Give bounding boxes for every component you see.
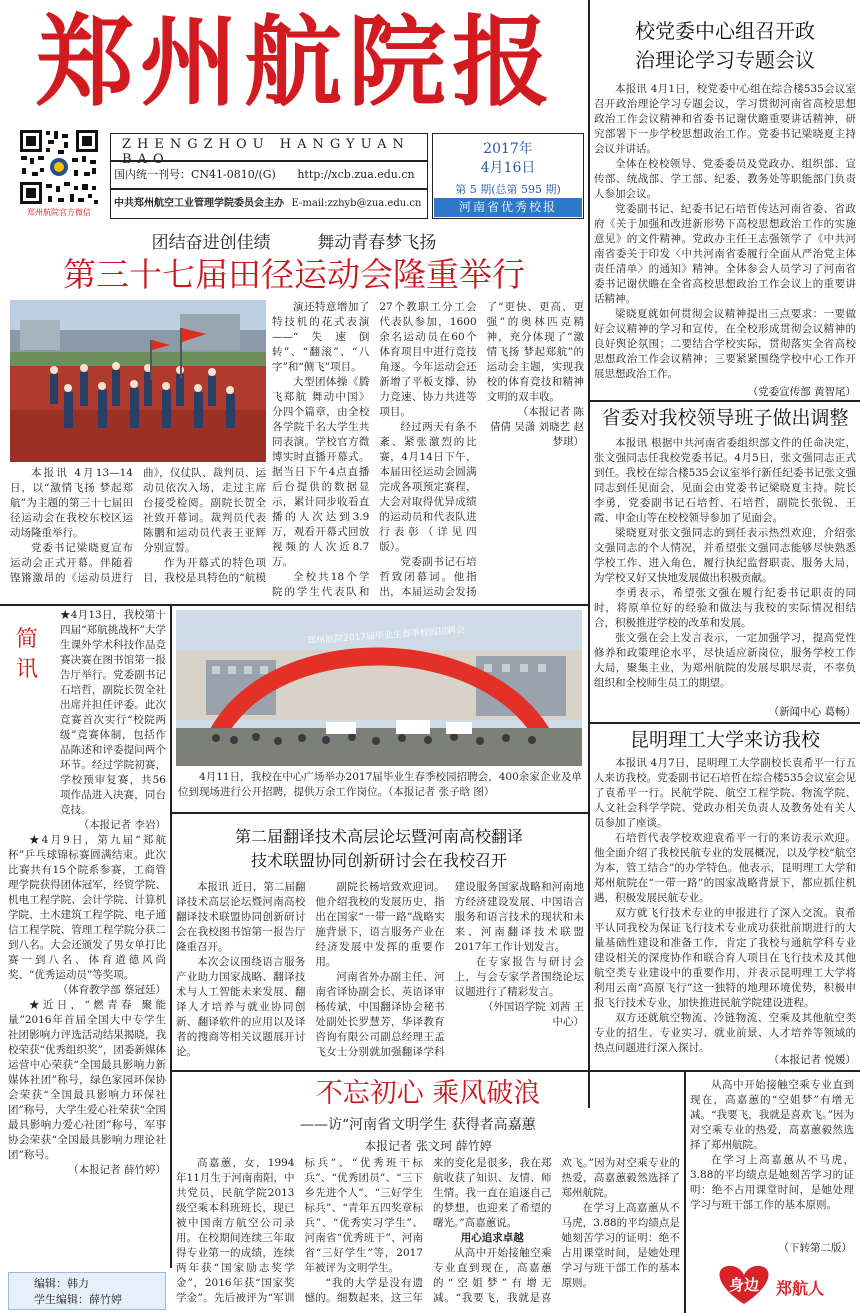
cn-label: 国内统一刊号： (114, 168, 191, 181)
right-article-3-paragraph: 石培哲代表学校欢迎袁希平一行的来访表示欢迎。他全面介绍了我校民航专业的发展概况，以及学校“航空为本，管工结合”的办学特色。他表示，昆明理工大学和郑州航院在“一带一路”的国家战略背景下，都应抓住机遇，积极发展民航专业。 (594, 832, 856, 904)
lead-paragraph: 作为开幕式的特色项目，我校是具特色的“航模 (143, 557, 266, 584)
right-article-3-paragraph: 双方就飞行技术专业的申报进行了深入交流。袁希平认同我校为保证飞行技术专业成功获批前期进行的大量基础性建设和准备工作，肯定了我校与通航学科专业建设相关的深度协作和联合育人项目在飞行技术及其他航空类专业建设中的重要作用，并表示昆明理工大学将利用云南“高原飞行”这一独特的地理环境优势，积极申报飞行技术专业，加快推进民航学院建设进程。 (594, 907, 856, 1009)
brief-author: （本报记者 薛竹婷） (68, 1164, 166, 1176)
lead-headline: 第三十七届田径运动会隆重举行 (63, 255, 525, 294)
feature-paragraph: 在学习上高嘉蕙从不马虎，3.88的平均绩点是她刻苦学习的证明：绝不占用课堂时间，是她处理学习与班干部工作的基本原则。 (561, 1202, 680, 1289)
brief-item: ★近日，“燃青春 聚能量”2016年首届全国大中专学生社团影响力评选活动结果揭晓，我校荣获“优秀组织奖”，团委新媒体运营中心荣获“全国最具影响力新媒体社团”称号，绿色家园环保协会荣获“全国最具影响力环保社团”称号，大学生爱心社荣获“全国最具影响力爱心社团”称号，军事协会荣获“全国最具影响力理论社团”称号。 (8, 999, 166, 1161)
date-year: 2017年 (483, 141, 533, 157)
right-article-2-paragraph: 张文强在会上发言表示，一定加强学习，提高党性修养和政策理论水平，尽快适应新岗位，服务学校工作大局，聚集主业，为郑州航院的发展尽职尽责，不辜负组织和全校师生员工的期望。 (594, 632, 856, 689)
right-article-1-paragraph: 梁晓夏就如何贯彻会议精神提出三点要求：一要做好会议精神的学习和宣传，在全校形成贯彻会议精神的良好舆论氛围；二要结合学校实际，贯彻落实全省高校思想政治工作会议精神；三要紧紧围绕学校中心工作开展思想政治工作。 (594, 308, 856, 380)
right-article-3-body (594, 756, 856, 1052)
feature-section-head: 用心追求卓越 (460, 1232, 524, 1244)
lead-kicker-left: 团结奋进创佳绩 (151, 233, 271, 253)
feature-byline: 本报记者 张文珂 薛竹婷 (364, 1139, 492, 1153)
issue-number: 第 5 期(总第 595 期) (455, 183, 561, 196)
forum-title-1: 第二届翻译技术高层论坛暨河南高校翻译 (234, 827, 523, 846)
lead-body-lower (10, 466, 266, 600)
lead-paragraph: 全校共18个学院的学生代表队和27个教职工分工会代表队参加，1600余名运动员在60个体育项目中进行竞技角逐。今年运动会还新增了平板支撑、协力竞速、协力共进等项目。 (272, 301, 477, 598)
right-article-2-title: 省委对我校领导班子做出调整 (601, 407, 849, 429)
right-article-1-title-2: 治理论学习专题会议 (635, 48, 815, 72)
masthead-pinyin: ZHENGZHOU HANGYUAN (122, 137, 410, 152)
brief-item: ★4月9日，第九届“郑航杯”乒乓球锦标赛圆满结束。此次比赛共有15个院系参赛，工商管理学院获得团体冠军，经贸学院、机电工程学院、会计学院、计算机学院、土木建筑工程学院、电子通信工程学院、管理工程学院分获二到八名。大会还颁发了男女单打比赛一到八名、体育道德风尚奖、“优秀运动员”等奖项。 (8, 834, 166, 981)
column-logo-2: 郑航人 (776, 1279, 825, 1298)
lead-body-upper (272, 300, 584, 600)
feature-subtitle: ——访“河南省文明学生 获得者高嘉蕙 (300, 1117, 536, 1133)
right-article-1-paragraph: 党委副书记、纪委书记石培哲传达河南省委、省政府《关于加强和改进新形势下高校思想政治工作的实施意见》的文件精神。党政办主任王志强领学了《中共河南省委关于印发〈中共河南省委履行全面从严治党主体责任清单〉的通知》精神。全体参会人员学习了河南省委书记谢伏瞻在全省高校思想政治工作会议上的重要讲话精神。 (594, 203, 856, 305)
right-article-3-title: 昆明理工大学来访我校 (629, 729, 820, 751)
forum-title-2: 技术联盟协同创新研讨会在我校召开 (250, 851, 507, 870)
forum-body (176, 880, 584, 1068)
brief-title-1: 简 (16, 627, 39, 652)
sponsor-line (114, 194, 426, 209)
job-fair-photo (176, 610, 582, 766)
lead-photo-parade (10, 300, 266, 462)
right-article-2-paragraph: 李勇表示，希望张文强在履行纪委书记职责的同时，将原单位好的经验和做法与我校的实际情况相结合，积极推进学校的改革和发展。 (594, 587, 856, 629)
website-link[interactable]: http://xcb.zua.edu.cn (297, 168, 415, 181)
column-rule (588, 0, 590, 1108)
job-fair-caption: 4月11日，我校在中心广场举办2017届毕业生春季校园招聘会，400余家企业及单位到现场进行公开招聘，提供万余工作岗位。（本报记者 张子晗 图） (178, 771, 582, 798)
editor-line: 编辑：韩力 (34, 1277, 89, 1290)
date-day: 4月16日 (480, 160, 536, 176)
feature-paragraph: 从高中开始接触空乘专业直到现在，高嘉蕙的“空姐梦”有增无减。“我要飞，我就是喜欢飞。”因为对空乘专业的热爱，高嘉蕙毅然选择了郑州航院。 (690, 1079, 854, 1151)
brief-title-2: 讯 (16, 657, 39, 682)
brief-author: （本报记者 李岩） (78, 819, 166, 831)
forum-paragraph: 副院长杨培致欢迎词。他介绍我校的发展历史，指出在国家“一带一路”战略实施背景下，语言服务产业在经济发展中发挥的重要作用。 (315, 881, 445, 968)
feature-continued: （下转第二版） (778, 1242, 852, 1254)
lead-kicker-right: 舞动青春梦飞扬 (317, 233, 437, 253)
forum-paragraph: 本报讯 近日，第二届翻译技术高层论坛暨河南高校翻译技术联盟协同创新研讨会在我校图书馆第一报告厅隆重召开。 (176, 881, 306, 953)
forum-paragraph: 在专家报告与研讨会上，与会专家学者围绕论坛议题进行了精彩发言。 (454, 956, 584, 998)
award-badge: 河南省优秀校报 (434, 198, 582, 217)
feature-body-right (690, 1078, 854, 1238)
brief-body (8, 608, 166, 1266)
column-logo-1: 身边 (728, 1276, 759, 1294)
right-article-2-author: （新闻中心 葛畅） (768, 706, 856, 718)
feature-paragraph: “我的大学是没有遗憾的。细数起来，这三年来的变化是很多，我在郑航收获了知识、友情、师生情。我一直在追逐自己的梦想，也迎来了希望的曙光。”高嘉蕙说。 (304, 1157, 552, 1304)
email-link[interactable]: E-mail:zzhyb@zua.edu.cn (291, 198, 422, 209)
cn-number: CN41-0810/(G) (191, 168, 276, 181)
right-article-1-paragraph: 全体在校校领导、党委委员及党政办、组织部、宣传部、统战部、学工部、纪委、教务处等职能部门负责人参加会议。 (594, 158, 856, 200)
lead-paragraph: 党委书记梁晓夏宣布运动会正式开幕。伴随着铿锵激昂的《运动员进行曲》，仪仗队、裁判员、运动员依次入场，走过主席台接受检阅。副院长贺全社致开幕词。裁判员代表陈鹏和运动员代表王亚辉分别宣誓。 (10, 467, 266, 584)
lead-paragraph: 党委副书记石培哲致闭幕词。他指出，本届运动会发扬了“更快、更高、更强”的奥林匹克精神，充分体现了“激情飞扬 梦起郑航”的运动会主题，实现我校的体育竞技和精神文明的双丰收。 (379, 301, 584, 598)
forum-paragraph: 河南省外办副主任、河南省译协副会长、英语译审杨传斌，中国翻译协会秘书处副处长罗慧芳，华译教育咨询有限公司副总经理王孟飞女士分别就加强翻译学科建设服务国家战略和河南地方经济建设发展、中国语言服务和语言技术的现状和未来、河南翻译技术联盟2017年工作计划发言。 (315, 881, 584, 1058)
job-fair-banner: 郑州航院2017届毕业生春季校园招聘会 (306, 625, 466, 647)
right-article-1-paragraph: 本报讯 4月1日，校党委中心组在综合楼535会议室召开政治理论学习专题会议，学习贯彻河南省高校思想政治工作会议精神和省委书记谢伏瞻重要讲话精神，研究部署下一步学校思想政治工作。党委书记梁晓夏主持会议并讲话。 (594, 83, 856, 155)
forum-author: （外国语学院 刘茜 王中心） (482, 1001, 584, 1028)
right-article-2-paragraph: 梁晓夏对张文强同志的到任表示热烈欢迎，介绍张文强同志的个人情况，并希望张文强同志能够尽快熟悉学校工作、进入角色，履行执纪监督职责、服务大局，为学校又好又快地发展做出积极贡献。 (594, 527, 856, 584)
right-article-2-body (594, 436, 856, 702)
right-article-1-author: （党委宣传部 黄智尾） (747, 386, 856, 398)
lead-kicker (0, 228, 588, 253)
feature-title: 不忘初心 乘风破浪 (315, 1078, 541, 1109)
lead-paragraph: 本报讯 4月13—14日，以“激情飞扬 梦起郑航”为主题的第三十七届田径运动会在我校东校区运动场隆重举行。 (10, 467, 133, 539)
qr-caption: 郑州航院官方微信 (27, 208, 91, 217)
right-article-3-paragraph: 本报讯 4月7日，昆明理工大学副校长袁希平一行五人来访我校。党委副书记石培哲在综合楼535会议室会见了袁希平一行。民航学院、航空工程学院、物流学院、人文社会科学学院、党政办相关负责人及教务处有关人员参加了座谈。 (594, 757, 856, 829)
right-article-3-paragraph: 双方还就航空物流、冷链物流、空乘及其他航空类专业的招生、专业实习、就业前景、人才培养等领域的热点问题进行深入探讨。 (594, 1012, 856, 1052)
column-logo (712, 1262, 854, 1306)
sponsor: 中共郑州航空工业管理学院委员会主办 (114, 198, 284, 209)
feature-paragraph: 从高中开始接触空乘专业直到现在，高嘉蕙的“空姐梦”有增无减。“我要飞，我就是喜欢飞。”因为对空乘专业的热爱，高嘉蕙毅然选择了郑州航院。 (433, 1157, 680, 1304)
lead-author: （本报记者 陈倩倩 吴潇 刘晓艺 赵梦琪） (489, 406, 584, 448)
qr-code[interactable] (18, 128, 100, 206)
lead-paragraph: 大型团体操《腾飞郑航 舞动中国》分四个篇章，由全校各学院千名大学生共同表演。学校官方微博实时直播开幕式。据当日下午4点直播后台提供的数据显示，累计同步收看直播的人次达到3.9万，观看开幕式回放视频的人次近8.7万。 (272, 376, 370, 568)
feature-body (176, 1156, 680, 1310)
feature-paragraph: 高嘉蕙，女，1994年11月生于河南南阳，中共党员，民航学院2013级空乘本科班班长，现已被中国南方航空公司录用。在校期间连续三年取得专业第一的成绩，连续两年获“国家励志奖学金”，2016年获“国家奖学金”。先后被评为“军训标兵”、“优秀班干标兵”、“优秀团员”、“三下乡先进个人”、“三好学生标兵”、“青年五四奖章标兵”、“优秀实习学生”、河南省“优秀班干”、河南省“三好学生”等，2017年被评为文明学生。 (176, 1157, 423, 1304)
forum-paragraph: 本次会议围绕语言服务产业助力国家战略、翻译技术与人工智能未来发展、翻译人才培养与就业协同创新、翻译软件的应用以及译者的搜商等相关议题展开讨论。 (176, 956, 306, 1058)
brief-item: ★4月13日，我校第十四届“郑航挑战杯”大学生课外学术科技作品竞赛决赛在图书馆第一报告厅举行。党委副书记石培哲，副院长贺全社出席并担任评委。此次竞赛首次实行“校院两级”竞赛体制，包括作品陈述和评委提问两个环节。经过学院初赛，学校预审复赛，共56项作品进入决赛，同台竞技。 (60, 609, 166, 816)
right-article-3-author: （本报记者 悦媛） (768, 1054, 856, 1066)
right-article-1-title-1: 校党委中心组召开政 (635, 19, 815, 43)
right-article-1-body (594, 82, 856, 386)
student-editor-line: 学生编辑：薛竹婷 (34, 1293, 122, 1306)
lead-paragraph: 演还特意增加了特技机的花式表演——“失速倒转”、“翻滚”、“八字”和“侧飞”项目。 (272, 301, 370, 373)
feature-paragraph: 在学习上高嘉蕙从不马虎，3.88的平均绩点是她刻苦学习的证明：绝不占用课堂时间，是她处理学习与班干部工作的基本原则。 (690, 1154, 854, 1211)
cn-number-line (114, 166, 426, 182)
masthead-title: 郑州航院报 (35, 5, 556, 120)
right-article-2-paragraph: 本报讯 根据中共河南省委组织部文件的任命决定，张文强同志任我校党委书记。4月5日，张文强同志正式到任。我校在综合楼535会议室举行新任纪委书记张文强同志到任见面会，见面会由党委书记梁晓夏主持。院长李勇，党委副书记石培哲、石培哲，副院长张锐、王霞、申金山等在校校领导参加了见面会。 (594, 437, 856, 524)
lead-paragraph: 经过两天有条不紊、紧张激烈的比赛，4月14日下午，本届田径运动会圆满完成各项预定赛程，大会对取得优异成绩的运动员和代表队进行表彰（详见四版）。 (379, 421, 477, 553)
brief-author: （体育教学部 蔡冠廷） (57, 984, 166, 996)
